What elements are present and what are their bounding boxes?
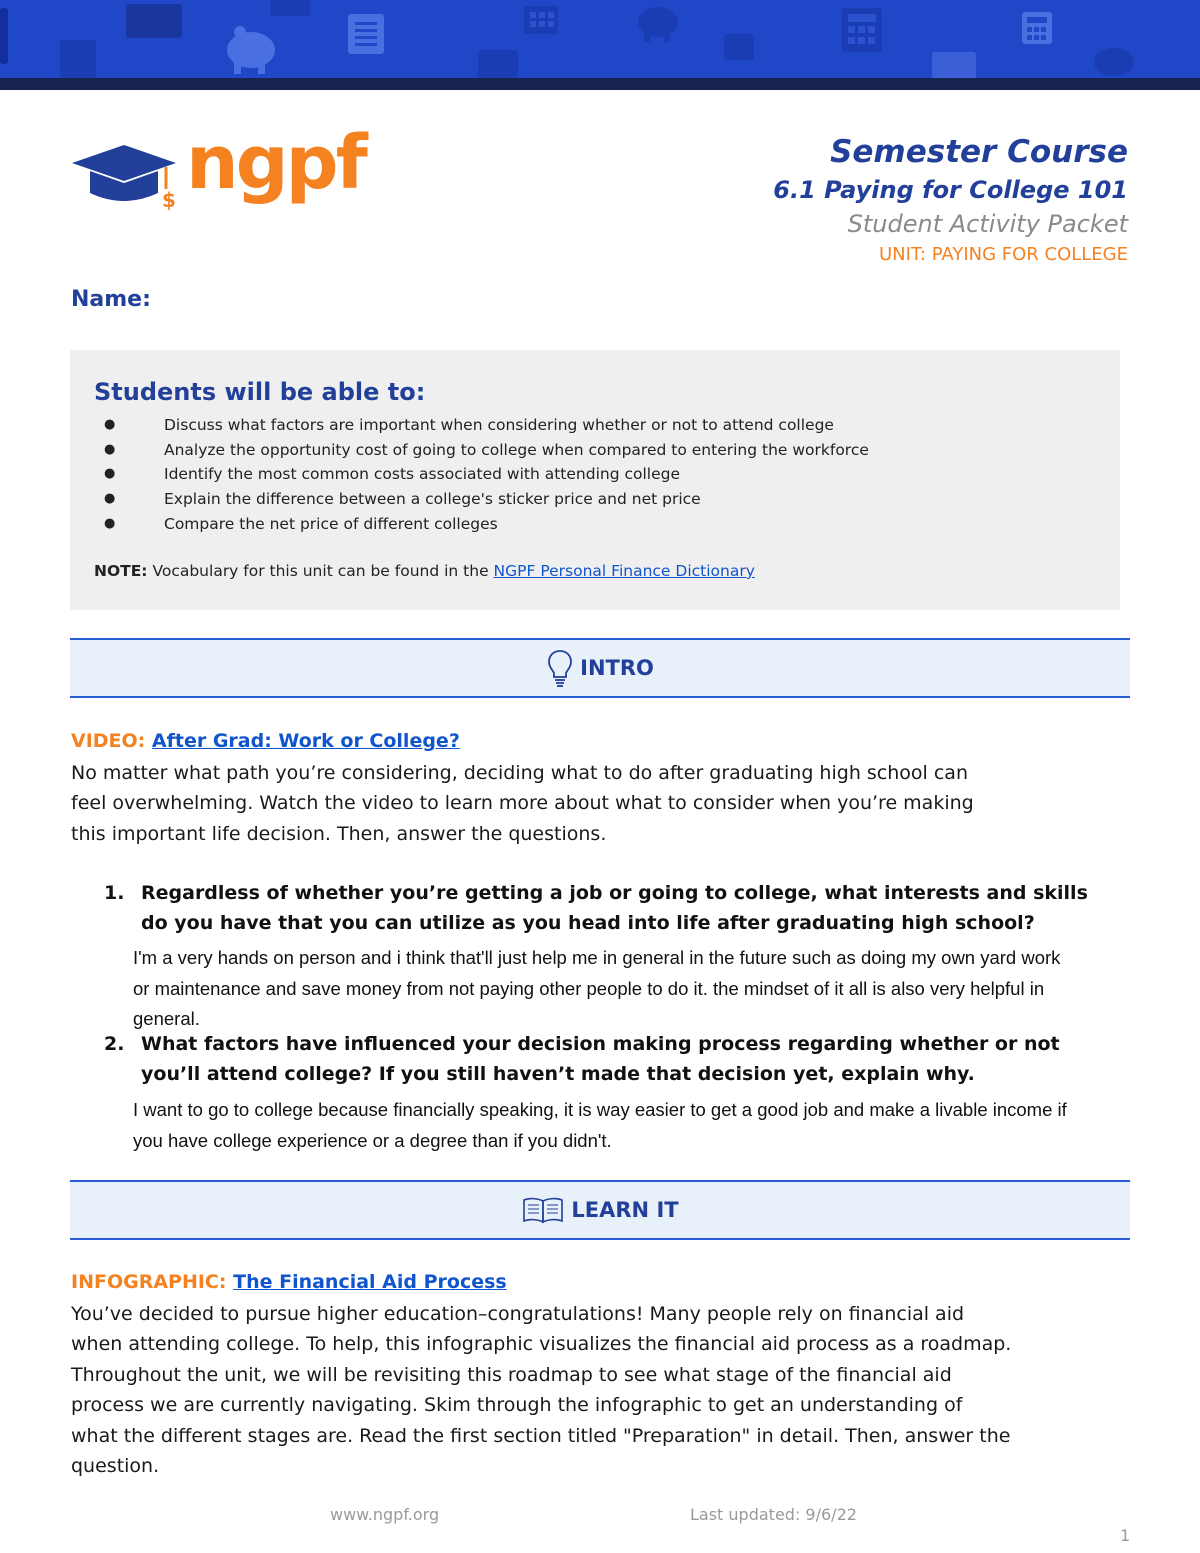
objective-text: Compare the net price of different colleges (164, 514, 498, 533)
answer-line: you have college experience or a degree than if you didn't. (133, 1129, 612, 1151)
document-icon (346, 12, 390, 56)
objective-text: Discuss what factors are important when considering whether or not to attend college (164, 416, 834, 434)
infographic-link[interactable]: The Financial Aid Process (233, 1271, 507, 1293)
question-1 (104, 878, 1088, 938)
section-title: LEARN IT (571, 1198, 679, 1222)
answer-line: I'm a very hands on person and i think that'll just help me in general in the future such as doing my own yard work (133, 947, 1061, 968)
objective-text: Analyze the opportunity cost of going to college when compared to entering the workforce (164, 440, 869, 459)
infographic-label: INFOGRAPHIC: (71, 1271, 227, 1293)
list-item (100, 512, 869, 537)
paragraph-line: feel overwhelming. Watch the video to learn more about what to consider when you’re making (71, 792, 974, 815)
video-link[interactable]: After Grad: Work or College? (151, 730, 460, 752)
lesson-title: 6.1 Paying for College 101 (773, 176, 1128, 204)
objectives-list (100, 413, 869, 537)
bullet-icon: ● (104, 491, 116, 507)
objective-text: Explain the difference between a college's sticker price and net price (164, 490, 701, 509)
banner-shape (0, 8, 8, 64)
paragraph-line: You’ve decided to pursue higher education–congratulations! Many people rely on financial aid (71, 1303, 965, 1325)
piggy-bank-icon (220, 22, 282, 76)
answer-1[interactable] (133, 943, 1060, 1035)
question-text: What factors have influenced your decision making process regarding whether or not (141, 1033, 1060, 1055)
banner-shape (478, 50, 518, 80)
banner-shape (932, 52, 976, 80)
banner-shape (270, 0, 310, 16)
paragraph-line: question. (71, 1455, 160, 1478)
answer-line: general. (133, 1008, 200, 1029)
course-title: Semester Course (830, 134, 1128, 170)
question-text: you’ll attend college? If you still haven’t made that decision yet, explain why. (141, 1063, 975, 1085)
vocabulary-note (94, 562, 755, 580)
paragraph-line: when attending college. To help, this infographic visualizes the financial aid process as a roadmap. (71, 1333, 1012, 1356)
footer-website: www.ngpf.org (330, 1505, 440, 1524)
question-text: Regardless of whether you’re getting a job or going to college, what interests and skills (141, 882, 1088, 904)
calculator-icon (1020, 10, 1056, 46)
svg-text:$: $ (162, 188, 176, 212)
page-number: 1 (1120, 1526, 1131, 1545)
objectives-box (70, 350, 1120, 610)
piggy-bank-icon (1090, 42, 1138, 78)
banner-shape (724, 34, 754, 60)
lightbulb-icon (546, 648, 574, 688)
open-book-icon (521, 1196, 565, 1224)
banner-shape (126, 4, 182, 38)
list-item (100, 487, 869, 512)
objectives-title: Students will be able to: (94, 378, 426, 406)
header-banner (0, 0, 1200, 90)
question-number: 1. (104, 882, 125, 904)
packet-subtitle: Student Activity Packet (847, 210, 1128, 238)
learn-section-header (70, 1180, 1130, 1240)
piggy-bank-icon (634, 2, 682, 44)
logo-wordmark: ngpf (186, 120, 365, 206)
bullet-icon: ● (104, 466, 116, 482)
footer-last-updated: Last updated: 9/6/22 (690, 1505, 857, 1524)
name-label: Name: (71, 287, 151, 312)
dictionary-link[interactable]: NGPF Personal Finance Dictionary (493, 562, 755, 580)
paragraph-line: No matter what path you’re considering, deciding what to do after graduating high school can (71, 762, 968, 784)
answer-line: I want to go to college because financially speaking, it is way easier to get a good job and make a livable income if (133, 1099, 1067, 1120)
paragraph-line: what the different stages are. Read the first section titled "Preparation" in detail. Then, answer the (71, 1424, 1011, 1447)
bullet-icon: ● (104, 417, 116, 432)
paragraph-line: process we are currently navigating. Skim through the infographic to get an understanding of (71, 1394, 963, 1417)
list-item (100, 413, 869, 438)
answer-2[interactable] (133, 1095, 1067, 1156)
note-text: Vocabulary for this unit can be found in the (147, 562, 494, 580)
banner-bottom-bar (0, 78, 1200, 90)
calculator-icon (840, 6, 886, 54)
paragraph-line: this important life decision. Then, answer the questions. (71, 822, 607, 845)
question-2 (104, 1029, 1060, 1089)
banner-shape (60, 40, 96, 78)
section-title: INTRO (580, 656, 654, 680)
learn-paragraph (71, 1299, 1131, 1481)
video-label: VIDEO: (71, 730, 146, 752)
list-item (100, 462, 869, 487)
bullet-icon: ● (104, 515, 116, 531)
bullet-icon: ● (104, 441, 116, 457)
calculator-icon (522, 6, 562, 36)
note-label: NOTE: (94, 562, 148, 580)
objective-text: Identify the most common costs associated with attending college (164, 465, 680, 484)
paragraph-line: Throughout the unit, we will be revisiting this roadmap to see what stage of the financial aid (71, 1363, 952, 1386)
intro-paragraph (71, 758, 1131, 849)
question-text: do you have that you can utilize as you head into life after graduating high school? (141, 912, 1035, 934)
question-number: 2. (104, 1033, 125, 1055)
answer-line: or maintenance and save money from not paying other people to do it. the mindset of it all is also very helpful in (133, 977, 1045, 999)
infographic-heading (71, 1271, 507, 1293)
unit-label: UNIT: PAYING FOR COLLEGE (878, 244, 1128, 265)
list-item (100, 438, 869, 463)
intro-section-header (70, 638, 1130, 698)
video-heading (71, 730, 460, 752)
